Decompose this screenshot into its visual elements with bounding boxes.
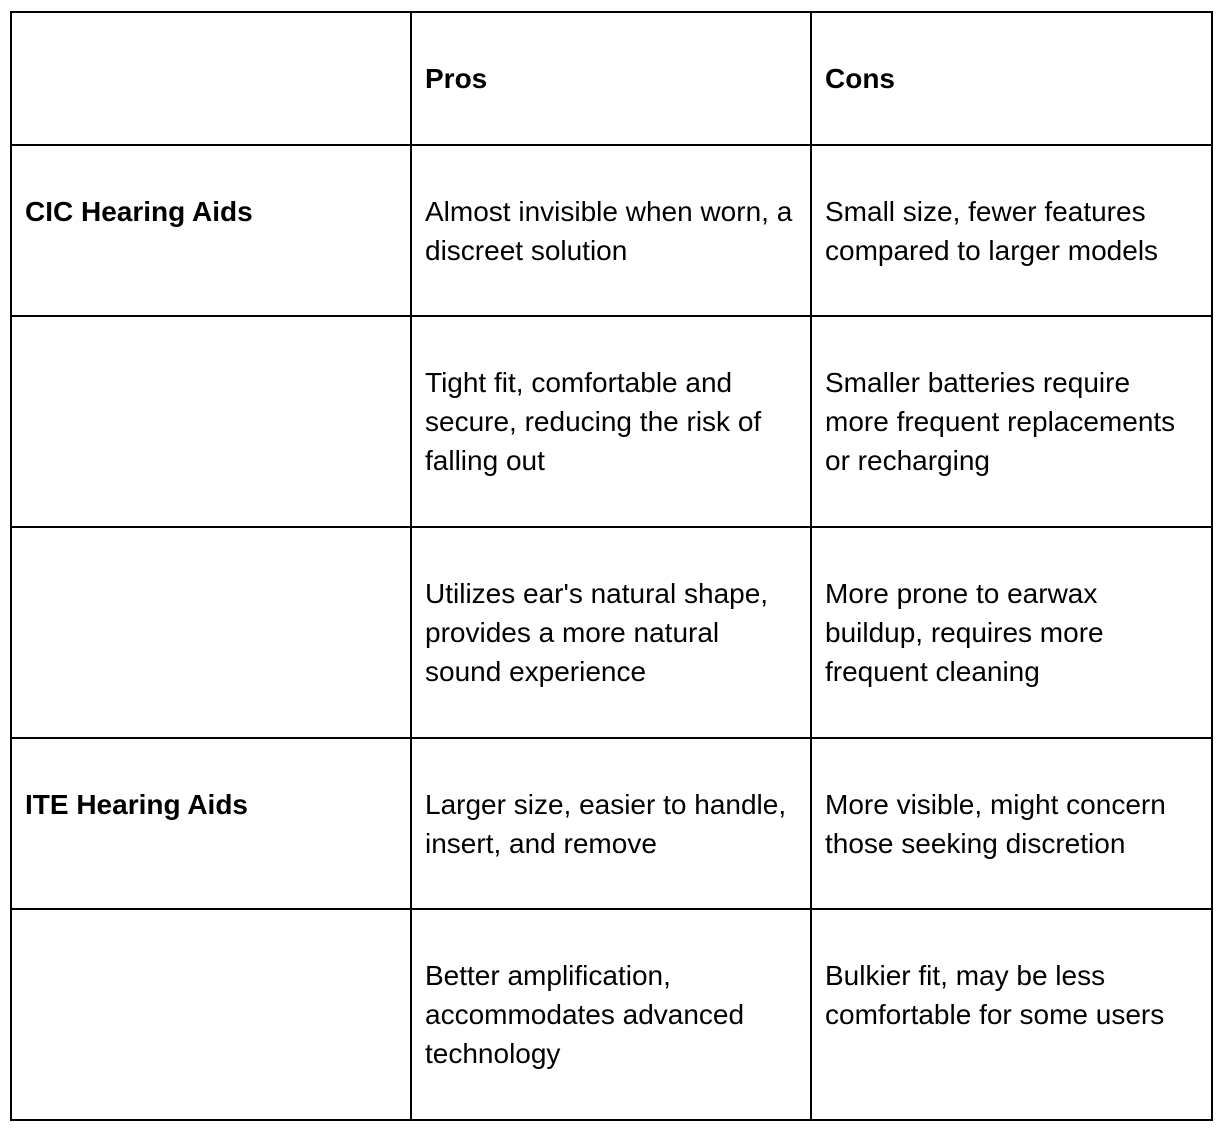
row-label-cell: CIC Hearing Aids bbox=[11, 145, 411, 316]
table-row bbox=[11, 738, 1212, 909]
cons-cell: Smaller batteries require more frequent replacements or recharging bbox=[811, 316, 1212, 527]
header-pros-cell: Pros bbox=[411, 12, 811, 145]
pros-cell: Better amplification, accommodates advanced technology bbox=[411, 909, 811, 1120]
pros-cell: Larger size, easier to handle, insert, and remove bbox=[411, 738, 811, 909]
pros-cell: Tight fit, comfortable and secure, reducing the risk of falling out bbox=[411, 316, 811, 527]
table-row bbox=[11, 909, 1212, 1120]
table-row bbox=[11, 316, 1212, 527]
header-cons-cell: Cons bbox=[811, 12, 1212, 145]
cons-cell: More prone to earwax buildup, requires more frequent cleaning bbox=[811, 527, 1212, 738]
cons-cell: Bulkier fit, may be less comfortable for some users bbox=[811, 909, 1212, 1120]
pros-cell: Almost invisible when worn, a discreet solution bbox=[411, 145, 811, 316]
cons-cell: Small size, fewer features compared to larger models bbox=[811, 145, 1212, 316]
row-label-cell: ITE Hearing Aids bbox=[11, 738, 411, 909]
header-corner-cell bbox=[11, 12, 411, 145]
row-label-cell bbox=[11, 909, 411, 1120]
row-label-cell bbox=[11, 316, 411, 527]
header-row bbox=[11, 12, 1212, 145]
pros-cell: Utilizes ear's natural shape, provides a more natural sound experience bbox=[411, 527, 811, 738]
cons-cell: More visible, might concern those seeking discretion bbox=[811, 738, 1212, 909]
table-row bbox=[11, 145, 1212, 316]
pros-cons-table bbox=[10, 11, 1213, 1121]
row-label-cell bbox=[11, 527, 411, 738]
table-row bbox=[11, 527, 1212, 738]
